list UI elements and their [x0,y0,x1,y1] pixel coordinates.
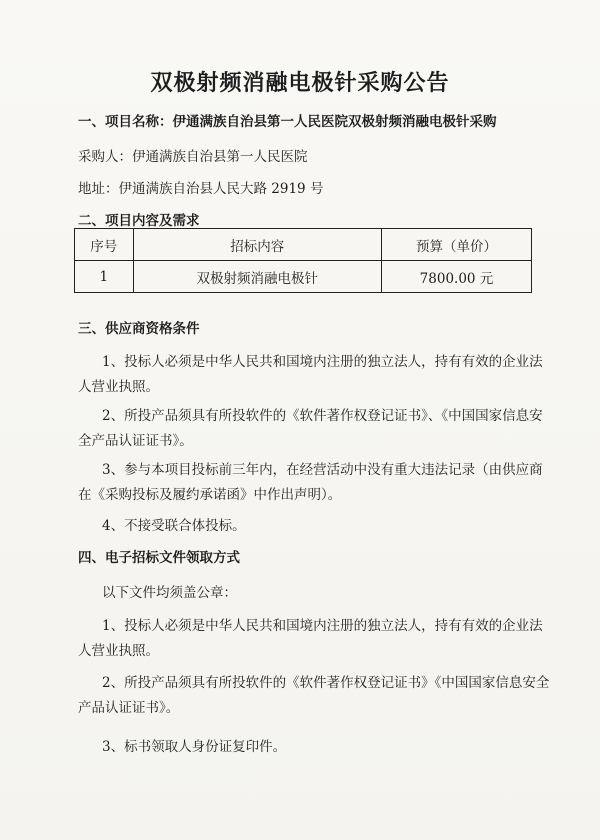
section3-heading: 三、供应商资格条件 [78,321,200,337]
section4-item-2-line2: 产品认证证书》。 [78,700,180,716]
section2-heading: 二、项目内容及需求 [78,213,200,229]
project-name: 一、项目名称：伊通满族自治县第一人民医院双极射频消融电极针采购 [78,114,497,130]
section3-item-3-line1: 3、参与本项目投标前三年内，在经营活动中没有重大违法记录（由供应商 [102,462,543,478]
section4-intro: 以下文件均须盖公章： [102,585,237,601]
header-content: 招标内容 [133,229,381,261]
section3-item-1-line1: 1、投标人必须是中华人民共和国境内注册的独立法人，持有有效的企业法 [102,354,543,370]
cell-budget: 7800.00 元 [381,261,531,293]
section3-item-2-line1: 2、所投产品须具有所投软件的《软件著作权登记证书》、《中国国家信息安 [102,408,543,424]
section3-item-3-line2: 在《采购投标及履约承诺函》中作出声明）。 [78,487,342,503]
requirements-table [74,228,532,293]
purchaser: 采购人：伊通满族自治县第一人民医院 [78,149,308,165]
section4-item-3: 3、标书领取人身份证复印件。 [102,739,287,755]
section3-item-1-line2: 人营业执照。 [78,379,159,395]
section4-item-1-line1: 1、投标人必须是中华人民共和国境内注册的独立法人，持有有效的企业法 [102,618,543,634]
section4-heading: 四、电子招标文件领取方式 [78,550,240,566]
table-header-row [75,229,532,261]
address: 地址：伊通满族自治县人民大路 2919 号 [78,181,324,197]
header-index: 序号 [75,229,134,261]
section4-item-2-line1: 2、所投产品须具有所投软件的《软件著作权登记证书》《中国国家信息安全 [102,675,550,691]
section3-item-2-line2: 全产品认证证书》。 [78,433,193,449]
section3-item-4: 4、不接受联合体投标。 [102,518,246,534]
cell-content: 双极射频消融电极针 [133,261,381,293]
header-budget: 预算（单价） [381,229,531,261]
section4-item-1-line2: 人营业执照。 [78,643,159,659]
table-row [75,261,532,293]
document-title: 双极射频消融电极针采购公告 [150,70,450,96]
cell-index: 1 [75,261,134,293]
